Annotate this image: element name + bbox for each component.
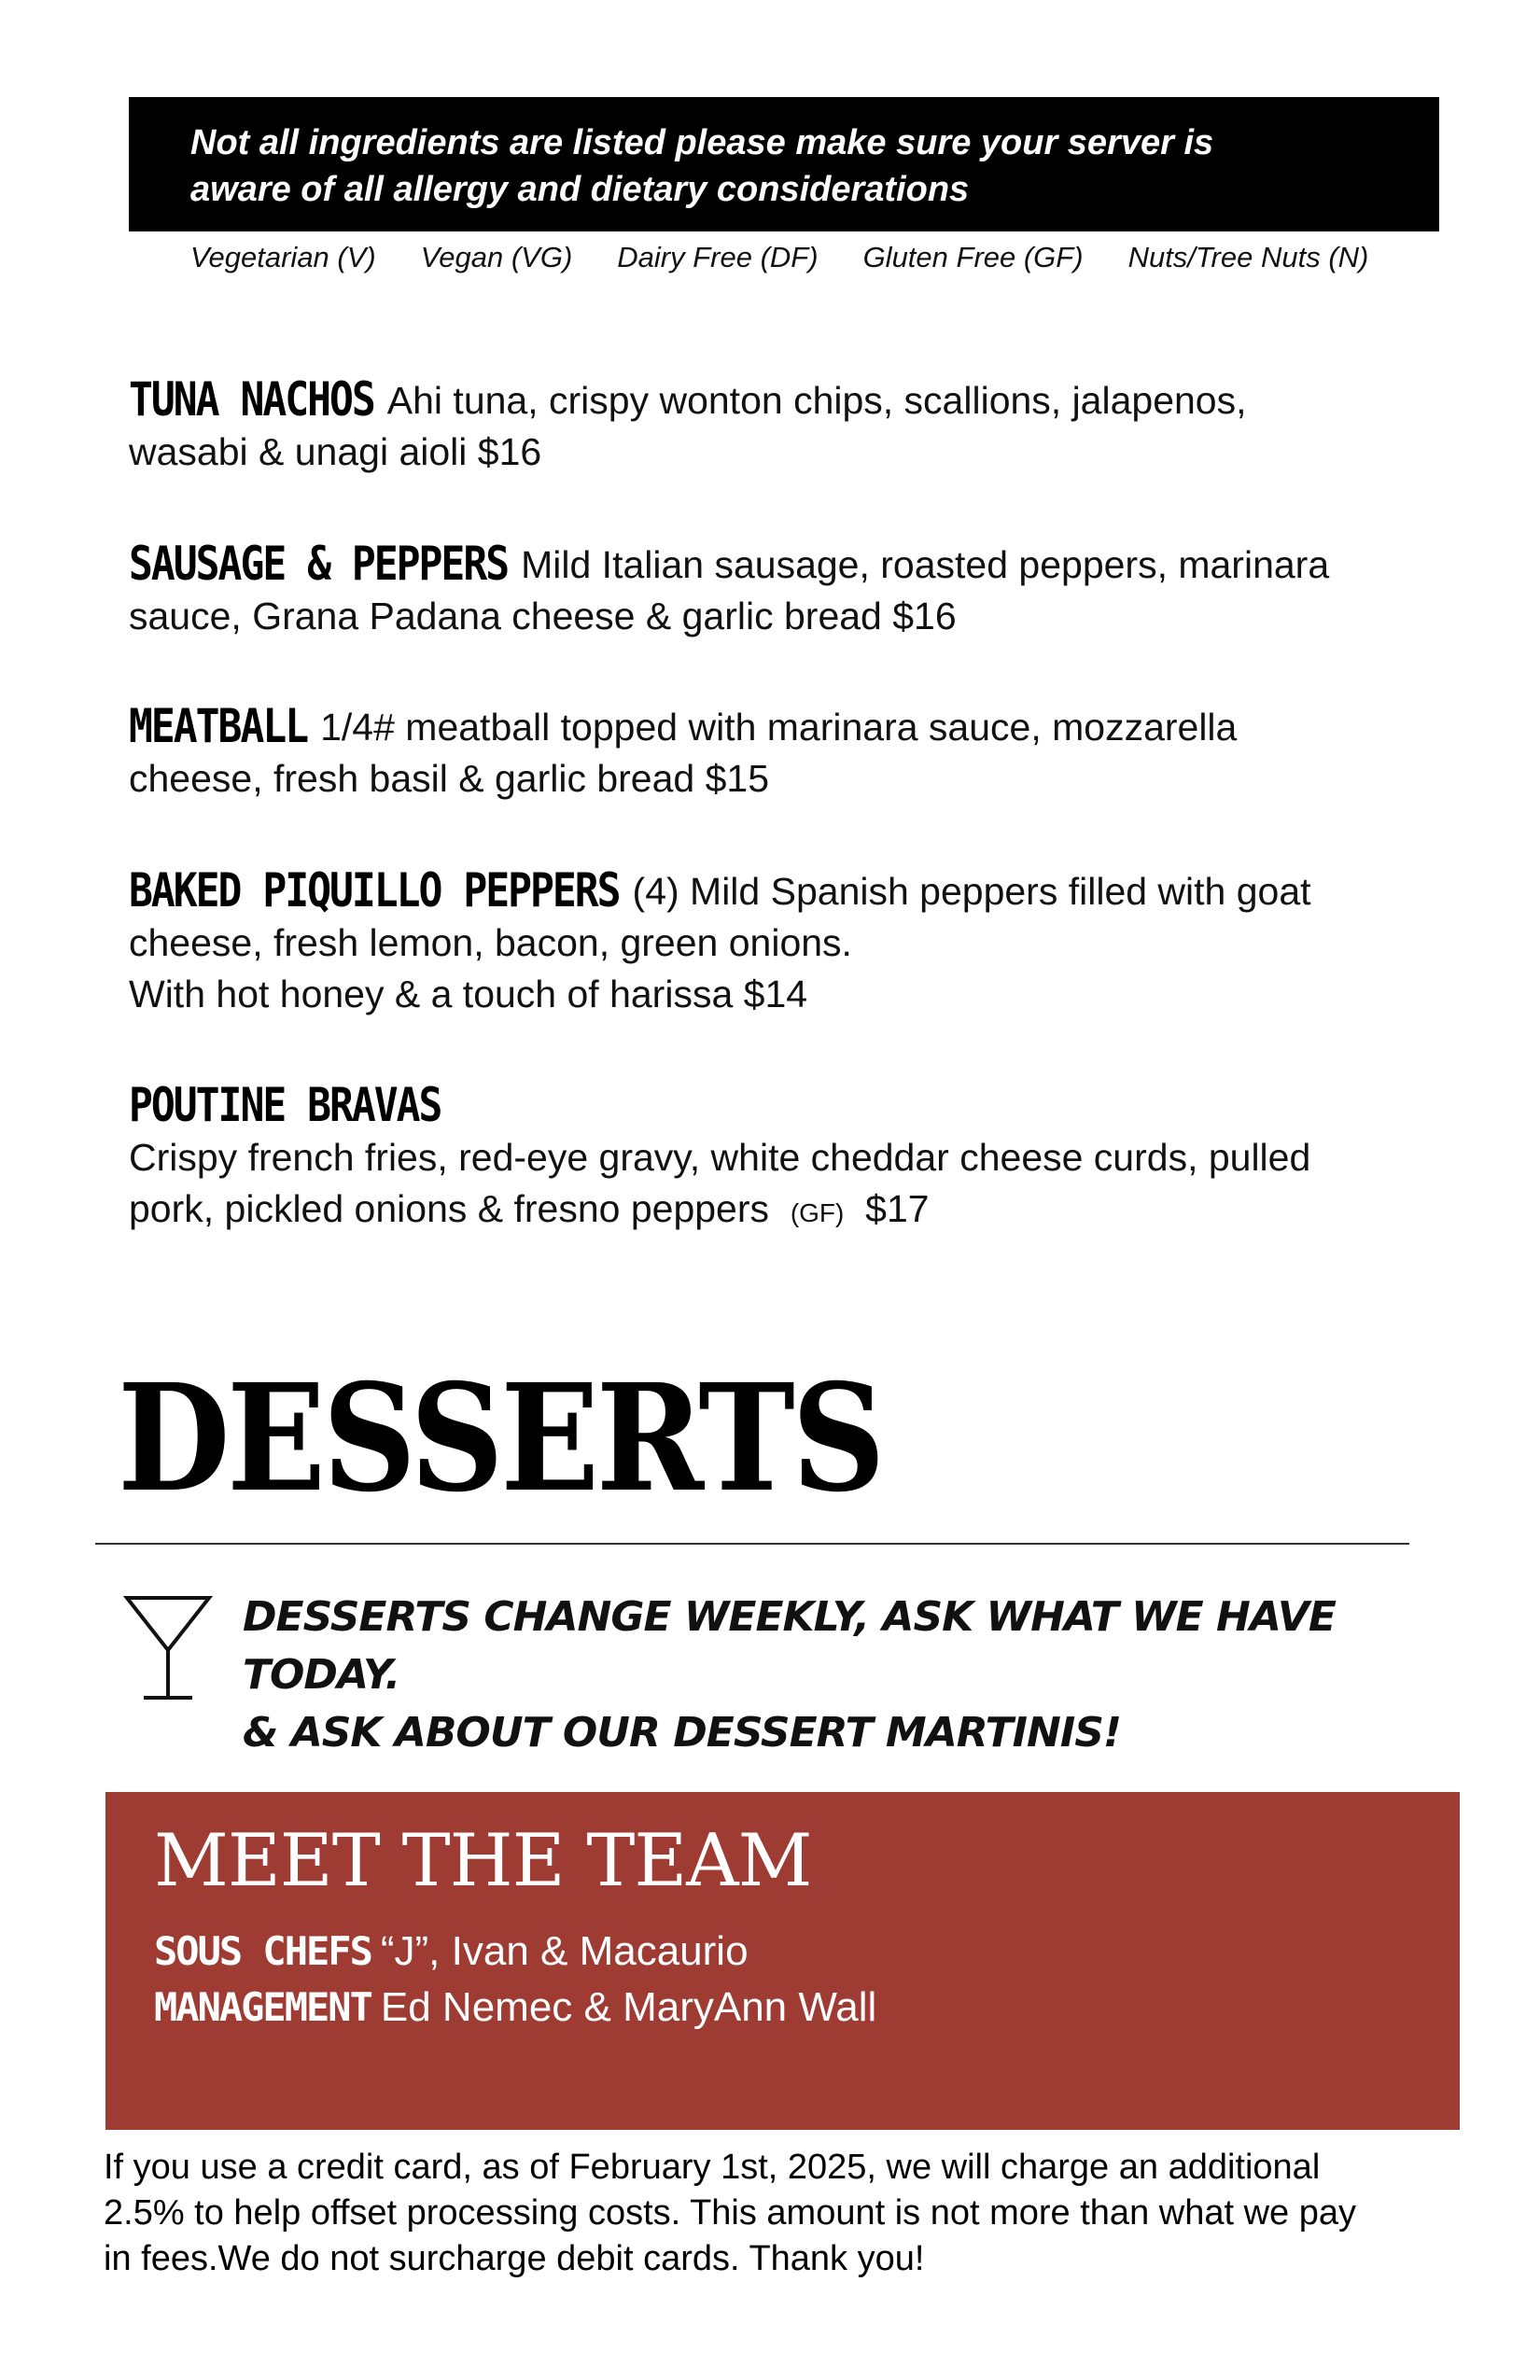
- dessert-note: [243, 1589, 1456, 1762]
- item-name: POUTINE BRAVAS: [129, 1079, 441, 1133]
- management-names: Ed Nemec & MaryAnn Wall: [380, 1984, 877, 2030]
- menu-item-poutine-bravas: [129, 1081, 1454, 1239]
- gluten-free-tag: (GF): [790, 1198, 845, 1227]
- item-name: BAKED PIQUILLO PEPPERS: [129, 864, 620, 918]
- management-label: MANAGEMENT: [154, 1984, 371, 2030]
- dessert-note-line-2: & ASK ABOUT OUR DESSERT MARTINIS!: [243, 1709, 1121, 1757]
- item-description: Crispy french fries, red-eye gravy, white cheddar cheese curds, pulled: [129, 1136, 1311, 1179]
- legend-dairy-free: Dairy Free (DF): [617, 241, 819, 273]
- sous-chefs-label: SOUS CHEFS: [154, 1928, 371, 1974]
- item-price: $17: [865, 1187, 930, 1230]
- management-line: [154, 1981, 876, 2035]
- meet-the-team-panel: [105, 1792, 1460, 2130]
- item-description-cont: wasabi & unagi aioli $16: [129, 430, 542, 473]
- team-title: MEET THE TEAM: [154, 1819, 812, 1903]
- dessert-note-line-1: DESSERTS CHANGE WEEKLY, ASK WHAT WE HAVE TODAY.: [243, 1593, 1336, 1699]
- item-description: Ahi tuna, crispy wonton chips, scallions, jalapenos,: [386, 379, 1247, 422]
- allergy-notice-line-2: aware of all allergy and dietary considerations: [190, 170, 970, 209]
- menu-item-sausage-peppers: [129, 539, 1454, 642]
- item-name: TUNA NACHOS: [129, 373, 374, 427]
- item-name: MEATBALL: [129, 700, 308, 754]
- allergy-notice-text: [190, 119, 1385, 213]
- item-description-cont: cheese, fresh basil & garlic bread $15: [129, 757, 770, 800]
- item-name: SAUSAGE & PEPPERS: [129, 538, 509, 592]
- allergy-notice-line-1: Not all ingredients are listed please make sure your server is: [190, 123, 1214, 162]
- section-divider: [95, 1543, 1409, 1545]
- legend-vegan: Vegan (VG): [420, 241, 573, 273]
- menu-item-meatball: [129, 702, 1454, 805]
- legend-vegetarian: Vegetarian (V): [190, 241, 376, 273]
- allergy-notice-banner: [129, 97, 1439, 231]
- menu-item-tuna-nachos: [129, 375, 1454, 478]
- item-description-cont: cheese, fresh lemon, bacon, green onions.: [129, 921, 852, 964]
- legend-nuts: Nuts/Tree Nuts (N): [1127, 241, 1369, 273]
- sous-chefs-names: “J”, Ivan & Macaurio: [380, 1928, 749, 1974]
- item-description: 1/4# meatball topped with marinara sauce, mozzarella: [320, 706, 1238, 749]
- footer-line-2: 2.5% to help offset processing costs. This amount is not more than what we pay: [104, 2193, 1356, 2233]
- item-description-cont: With hot honey & a touch of harissa $14: [129, 973, 808, 1015]
- footer-line-3: in fees.We do not surcharge debit cards. Thank you!: [104, 2239, 925, 2278]
- item-description-cont: pork, pickled onions & fresno peppers: [129, 1187, 770, 1230]
- martini-glass-icon: [121, 1592, 215, 1704]
- footer-line-1: If you use a credit card, as of February 1st, 2025, we will charge an additional: [104, 2148, 1321, 2187]
- item-description: Mild Italian sausage, roasted peppers, marinara: [521, 543, 1330, 586]
- desserts-heading: DESSERTS: [118, 1352, 883, 1525]
- sous-chefs-line: [154, 1925, 749, 1979]
- dietary-legend: [190, 241, 1441, 274]
- item-description-cont: sauce, Grana Padana cheese & garlic bread $16: [129, 595, 957, 637]
- item-description: (4) Mild Spanish peppers filled with goat: [632, 870, 1311, 913]
- menu-item-baked-piquillo-peppers: [129, 866, 1454, 1020]
- legend-gluten-free: Gluten Free (GF): [862, 241, 1084, 273]
- credit-card-surcharge-notice: [104, 2145, 1485, 2282]
